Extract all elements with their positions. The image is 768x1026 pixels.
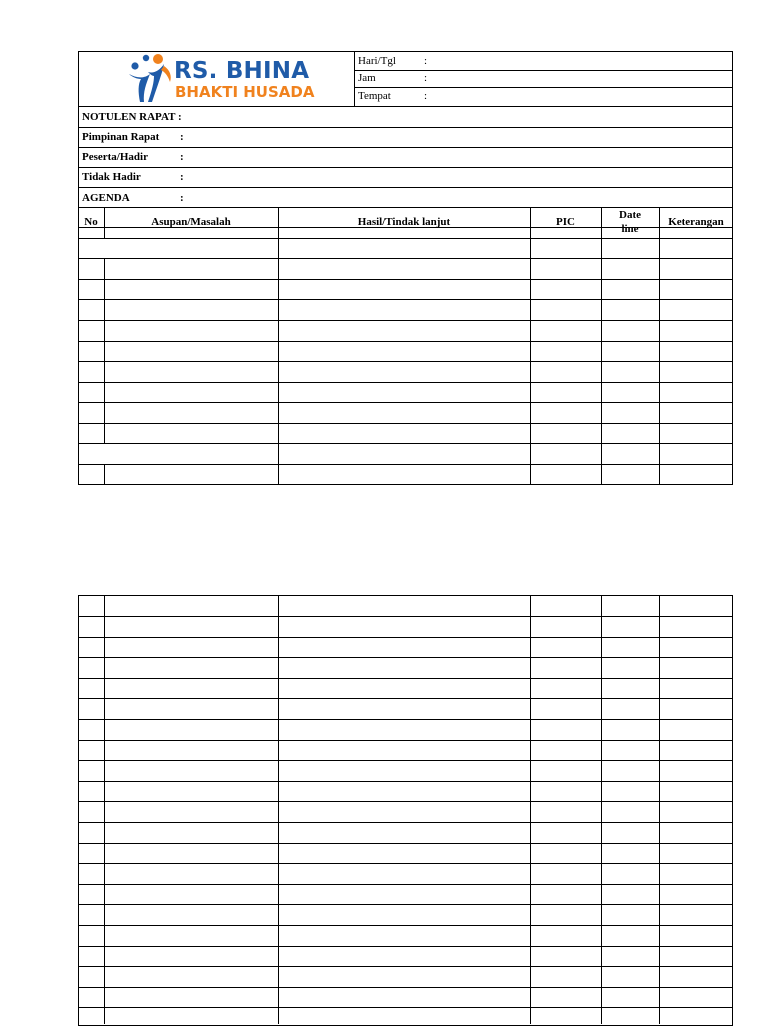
table-col-line — [104, 464, 105, 485]
logo-subname: BHAKTI HUSADA — [175, 83, 315, 101]
table-row-line — [78, 884, 733, 885]
logo-divider — [354, 51, 355, 107]
table-row-line — [78, 657, 733, 658]
hari-tgl-label: Hari/Tgl — [358, 55, 396, 67]
table-row-line — [78, 382, 733, 383]
table-row-line — [78, 801, 733, 802]
table-row-line — [78, 740, 733, 741]
table-row-line — [78, 402, 733, 403]
table-row-line — [78, 320, 733, 321]
col-header-keterangan: Keterangan — [668, 216, 724, 228]
jam-label: Jam — [358, 72, 376, 84]
table-row-line — [78, 341, 733, 342]
table-row-line — [78, 279, 733, 280]
col-header-no: No — [84, 216, 98, 228]
col-header-hasil: Hasil/Tindak lanjut — [357, 216, 451, 228]
agenda-colon: : — [180, 192, 184, 204]
table-row-line — [78, 361, 733, 362]
table-col-line — [601, 595, 602, 1024]
jam-colon: : — [424, 72, 428, 84]
col-header-dateline-2: line — [621, 223, 639, 235]
col-header-asupan: Asupan/Masalah — [151, 216, 231, 228]
table-row-line — [78, 443, 733, 444]
table-row-line — [78, 904, 733, 905]
table-row-line — [78, 946, 733, 947]
col-header-dateline-1: Date — [619, 209, 641, 221]
tempat-colon: : — [424, 90, 428, 102]
pimpinan-colon: : — [180, 131, 184, 143]
table-row-line — [78, 678, 733, 679]
tempat-label: Tempat — [358, 90, 391, 102]
meta-row-line — [78, 127, 733, 128]
table-row-line — [78, 637, 733, 638]
meta-row-line — [78, 147, 733, 148]
table-col-line — [659, 595, 660, 1024]
table-row-line — [78, 258, 733, 259]
table-row-line — [78, 1007, 733, 1008]
table-col-line — [278, 207, 279, 485]
table-row-line — [78, 238, 733, 239]
table-col-line — [601, 207, 602, 485]
hari-tgl-colon: : — [424, 55, 428, 67]
table-col-line — [530, 207, 531, 485]
tidak-hadir-label: Tidak Hadir — [82, 171, 141, 183]
logo-name: RS. BHINA — [174, 58, 310, 84]
info-row-line — [354, 70, 733, 71]
table-row-line — [78, 719, 733, 720]
table-col-line — [104, 207, 105, 238]
table-row-line — [78, 299, 733, 300]
table-row-line — [78, 423, 733, 424]
peserta-label: Peserta/Hadir — [82, 151, 148, 163]
table-row-line — [78, 925, 733, 926]
table-row-line — [78, 464, 733, 465]
table-col-line — [278, 595, 279, 1024]
meta-row-line — [78, 167, 733, 168]
pimpinan-label: Pimpinan Rapat — [82, 131, 160, 143]
meta-row-line — [78, 187, 733, 188]
minutes-table-continued — [78, 595, 733, 1026]
tidak-hadir-colon: : — [180, 171, 184, 183]
meta-row-line — [78, 106, 733, 107]
table-col-line — [659, 207, 660, 485]
table-row-line — [78, 966, 733, 967]
peserta-colon: : — [180, 151, 184, 163]
table-row-line — [78, 863, 733, 864]
agenda-label: AGENDA — [82, 192, 130, 204]
hospital-logo — [126, 52, 326, 106]
table-col-line — [104, 258, 105, 443]
table-row-line — [78, 760, 733, 761]
notulen-title: NOTULEN RAPAT : — [82, 111, 182, 123]
table-row-line — [78, 698, 733, 699]
table-row-line — [78, 781, 733, 782]
table-col-line — [104, 595, 105, 1024]
table-row-line — [78, 987, 733, 988]
table-row-line — [78, 616, 733, 617]
table-row-line — [78, 822, 733, 823]
people-icon — [126, 52, 176, 106]
table-row-line — [78, 843, 733, 844]
col-header-pic: PIC — [556, 216, 575, 228]
info-row-line — [354, 87, 733, 88]
table-col-line — [530, 595, 531, 1024]
